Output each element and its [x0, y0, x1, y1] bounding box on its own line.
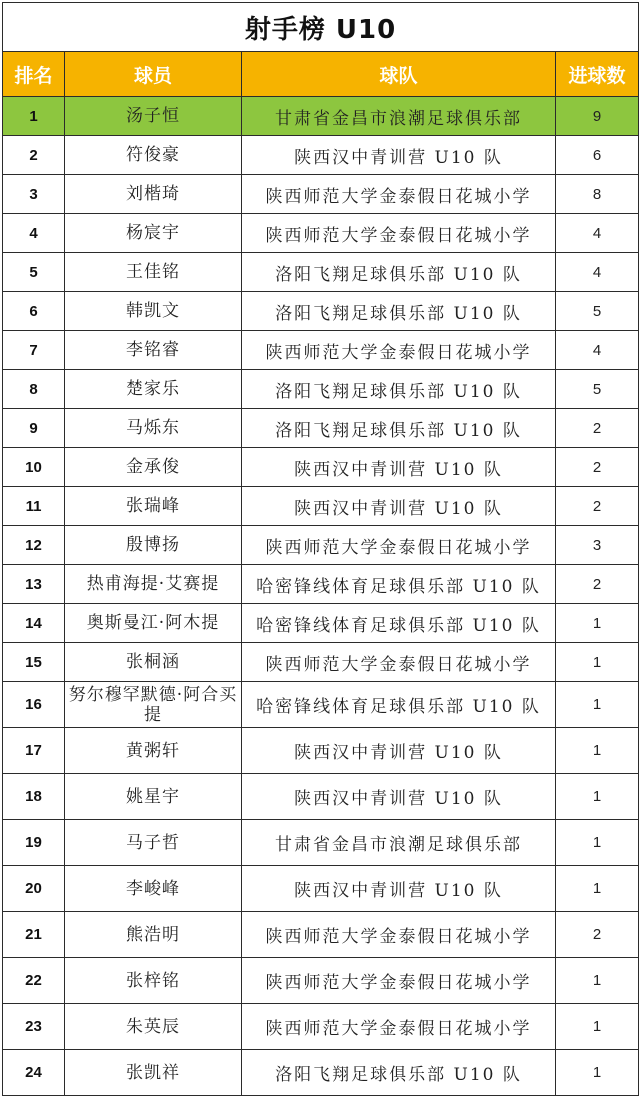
team-cell: 陕西汉中青训营 U10 队	[242, 448, 556, 487]
player-cell: 姚星宇	[65, 774, 242, 820]
table-row	[3, 866, 639, 912]
player-cell: 韩凯文	[65, 292, 242, 331]
player-cell: 李铭睿	[65, 331, 242, 370]
player-cell: 殷博扬	[65, 526, 242, 565]
goals-cell: 1	[556, 820, 639, 866]
rank-cell: 12	[3, 526, 65, 565]
goals-cell: 6	[556, 136, 639, 175]
team-cell: 陕西师范大学金泰假日花城小学	[242, 214, 556, 253]
goals-cell: 1	[556, 774, 639, 820]
rank-cell: 2	[3, 136, 65, 175]
team-cell: 陕西师范大学金泰假日花城小学	[242, 175, 556, 214]
rank-cell: 19	[3, 820, 65, 866]
team-cell: 洛阳飞翔足球俱乐部 U10 队	[242, 253, 556, 292]
table-row	[3, 214, 639, 253]
goals-cell: 3	[556, 526, 639, 565]
team-cell: 陕西师范大学金泰假日花城小学	[242, 331, 556, 370]
player-cell: 奥斯曼江·阿木提	[65, 604, 242, 643]
team-cell: 陕西汉中青训营 U10 队	[242, 487, 556, 526]
team-cell: 洛阳飞翔足球俱乐部 U10 队	[242, 409, 556, 448]
table-row	[3, 1004, 639, 1050]
goals-cell: 1	[556, 682, 639, 728]
rank-cell: 17	[3, 728, 65, 774]
table-row	[3, 331, 639, 370]
player-cell: 金承俊	[65, 448, 242, 487]
goals-cell: 5	[556, 292, 639, 331]
player-cell: 马子哲	[65, 820, 242, 866]
table-row	[3, 175, 639, 214]
rank-cell: 15	[3, 643, 65, 682]
table-row	[3, 487, 639, 526]
goals-cell: 1	[556, 643, 639, 682]
table-row	[3, 292, 639, 331]
rank-cell: 23	[3, 1004, 65, 1050]
player-cell: 马烁东	[65, 409, 242, 448]
rank-cell: 20	[3, 866, 65, 912]
table-row	[3, 565, 639, 604]
table-row	[3, 728, 639, 774]
goals-cell: 4	[556, 253, 639, 292]
goals-cell: 5	[556, 370, 639, 409]
table-row	[3, 643, 639, 682]
goals-cell: 1	[556, 1050, 639, 1096]
team-cell: 陕西师范大学金泰假日花城小学	[242, 1004, 556, 1050]
player-cell: 黄粥轩	[65, 728, 242, 774]
rank-cell: 18	[3, 774, 65, 820]
table-body	[3, 97, 639, 1096]
player-cell: 楚家乐	[65, 370, 242, 409]
team-cell: 陕西师范大学金泰假日花城小学	[242, 958, 556, 1004]
header-player: 球员	[65, 52, 242, 97]
team-cell: 陕西汉中青训营 U10 队	[242, 136, 556, 175]
rank-cell: 11	[3, 487, 65, 526]
rank-cell: 9	[3, 409, 65, 448]
table-row	[3, 253, 639, 292]
rank-cell: 22	[3, 958, 65, 1004]
player-cell: 热甫海提·艾赛提	[65, 565, 242, 604]
table-row	[3, 526, 639, 565]
goals-cell: 2	[556, 565, 639, 604]
team-cell: 洛阳飞翔足球俱乐部 U10 队	[242, 370, 556, 409]
header-rank: 排名	[3, 52, 65, 97]
table-row	[3, 370, 639, 409]
table-row	[3, 774, 639, 820]
goals-cell: 4	[556, 331, 639, 370]
player-cell: 努尔穆罕默德·阿合买提	[65, 682, 242, 728]
rank-cell: 21	[3, 912, 65, 958]
team-cell: 哈密锋线体育足球俱乐部 U10 队	[242, 682, 556, 728]
rank-cell: 14	[3, 604, 65, 643]
team-cell: 陕西汉中青训营 U10 队	[242, 728, 556, 774]
rank-cell: 7	[3, 331, 65, 370]
title-row	[3, 3, 639, 52]
team-cell: 洛阳飞翔足球俱乐部 U10 队	[242, 1050, 556, 1096]
rank-cell: 10	[3, 448, 65, 487]
goals-cell: 2	[556, 409, 639, 448]
table-row	[3, 820, 639, 866]
goals-cell: 9	[556, 97, 639, 136]
player-cell: 杨宸宇	[65, 214, 242, 253]
rank-cell: 16	[3, 682, 65, 728]
team-cell: 哈密锋线体育足球俱乐部 U10 队	[242, 565, 556, 604]
goals-cell: 4	[556, 214, 639, 253]
goals-cell: 2	[556, 448, 639, 487]
player-cell: 刘楷琦	[65, 175, 242, 214]
team-cell: 哈密锋线体育足球俱乐部 U10 队	[242, 604, 556, 643]
table-row	[3, 448, 639, 487]
rank-cell: 24	[3, 1050, 65, 1096]
player-cell: 朱英辰	[65, 1004, 242, 1050]
player-cell: 熊浩明	[65, 912, 242, 958]
table-row	[3, 604, 639, 643]
goals-cell: 1	[556, 1004, 639, 1050]
table-row	[3, 97, 639, 136]
goals-cell: 2	[556, 487, 639, 526]
team-cell: 陕西汉中青训营 U10 队	[242, 866, 556, 912]
player-cell: 张瑞峰	[65, 487, 242, 526]
table-row	[3, 682, 639, 728]
team-cell: 甘肃省金昌市浪潮足球俱乐部	[242, 820, 556, 866]
team-cell: 陕西师范大学金泰假日花城小学	[242, 526, 556, 565]
top-scorers-table	[2, 2, 639, 1096]
table-row	[3, 958, 639, 1004]
rank-cell: 6	[3, 292, 65, 331]
scorer-sheet	[2, 2, 638, 1096]
rank-cell: 1	[3, 97, 65, 136]
table-row	[3, 409, 639, 448]
rank-cell: 4	[3, 214, 65, 253]
player-cell: 张凯祥	[65, 1050, 242, 1096]
goals-cell: 1	[556, 728, 639, 774]
team-cell: 陕西师范大学金泰假日花城小学	[242, 643, 556, 682]
table-row	[3, 136, 639, 175]
table-row	[3, 912, 639, 958]
team-cell: 陕西师范大学金泰假日花城小学	[242, 912, 556, 958]
table-title: 射手榜 U10	[3, 3, 639, 52]
header-team: 球队	[242, 52, 556, 97]
team-cell: 陕西汉中青训营 U10 队	[242, 774, 556, 820]
goals-cell: 1	[556, 604, 639, 643]
goals-cell: 1	[556, 958, 639, 1004]
goals-cell: 1	[556, 866, 639, 912]
rank-cell: 8	[3, 370, 65, 409]
player-cell: 符俊豪	[65, 136, 242, 175]
player-cell: 张梓铭	[65, 958, 242, 1004]
rank-cell: 13	[3, 565, 65, 604]
player-cell: 李峻峰	[65, 866, 242, 912]
table-row	[3, 1050, 639, 1096]
player-cell: 汤子恒	[65, 97, 242, 136]
rank-cell: 3	[3, 175, 65, 214]
team-cell: 甘肃省金昌市浪潮足球俱乐部	[242, 97, 556, 136]
team-cell: 洛阳飞翔足球俱乐部 U10 队	[242, 292, 556, 331]
header-goals: 进球数	[556, 52, 639, 97]
player-cell: 王佳铭	[65, 253, 242, 292]
goals-cell: 2	[556, 912, 639, 958]
player-cell: 张桐涵	[65, 643, 242, 682]
header-row	[3, 52, 639, 97]
rank-cell: 5	[3, 253, 65, 292]
goals-cell: 8	[556, 175, 639, 214]
